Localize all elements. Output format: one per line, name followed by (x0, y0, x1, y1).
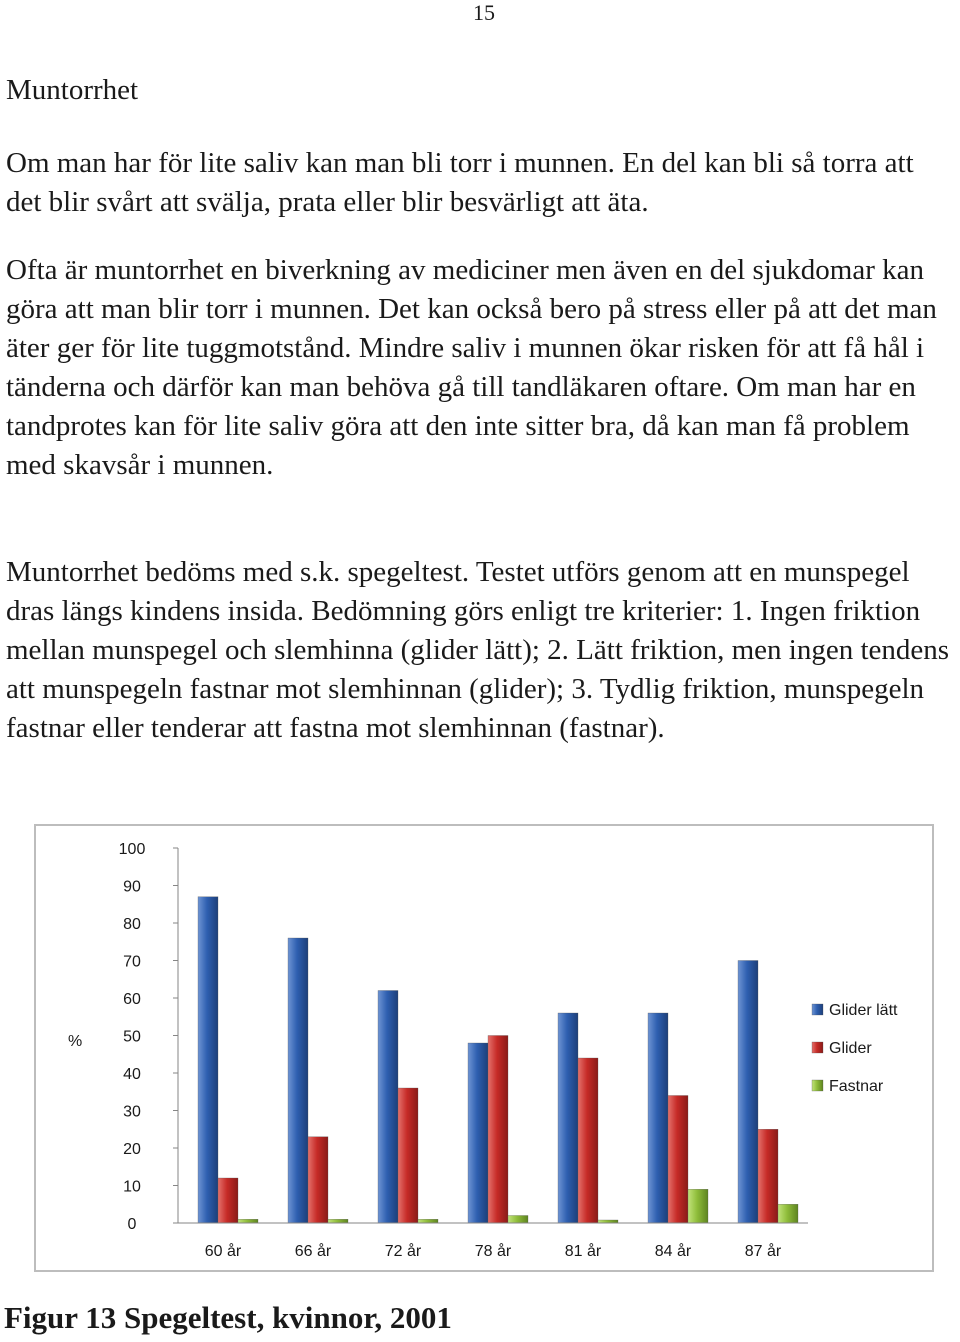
chart-canvas (36, 826, 932, 1270)
legend-label: Glider (829, 1040, 872, 1057)
bar-fastnar-3 (508, 1216, 528, 1224)
legend-swatch (812, 1004, 823, 1015)
legend-label: Glider lätt (829, 1002, 898, 1019)
legend-swatch (812, 1042, 823, 1053)
y-tick-label: 40 (123, 1066, 141, 1083)
bar-fastnar-6 (778, 1204, 798, 1223)
paragraph-3: Muntorrhet bedöms med s.k. spegeltest. Testet utförs genom att en munspegel dras längs kindens insida. Bedömning görs enligt tre kriterier: 1. Ingen friktion mellan munspegel och slemhinna (glider lätt); 2. Lätt friktion, men ingen tendens att munspegeln fastnar mot slemhinnan (glider); 3. Tydlig friktion, munspegeln fastnar eller tenderar att fastna mot slemhinnan (fastnar). (6, 556, 950, 744)
figure-caption: Figur 13 Spegeltest, kvinnor, 2001 (4, 1300, 452, 1335)
y-tick-label: 30 (123, 1103, 141, 1121)
bar-glider-5 (668, 1096, 688, 1224)
y-tick-label: 60 (123, 991, 141, 1008)
x-tick-label: 87 år (744, 1243, 782, 1260)
bar-fastnar-5 (688, 1189, 708, 1223)
legend-swatch (812, 1080, 823, 1091)
bar-glider-lätt-3 (468, 1043, 488, 1223)
bar-glider-lätt-0 (198, 897, 218, 1223)
bar-glider-lätt-5 (648, 1013, 668, 1223)
x-tick-label: 84 år (654, 1243, 692, 1260)
bar-glider-lätt-2 (378, 991, 398, 1224)
x-tick-label: 81 år (564, 1243, 602, 1260)
bar-glider-lätt-1 (288, 938, 308, 1223)
bar-glider-lätt-4 (558, 1013, 578, 1223)
y-tick-label: 100 (118, 841, 146, 858)
bar-glider-lätt-6 (738, 961, 758, 1224)
y-tick-label: 20 (123, 1141, 141, 1158)
bar-glider-6 (758, 1129, 778, 1223)
x-tick-label: 66 år (294, 1243, 332, 1260)
y-tick-label: 80 (123, 916, 141, 933)
bar-glider-2 (398, 1088, 418, 1223)
x-tick-label: 72 år (384, 1243, 422, 1260)
x-tick-label: 60 år (204, 1243, 242, 1260)
paragraph-2: Ofta är muntorrhet en biverkning av mediciner men även en del sjukdomar kan göra att man blir torr i munnen. Det kan också bero på stress eller på att det man äter ger för lite tuggmotstånd. Mindre saliv i munnen ökar risken för att få hål i tänderna och därför kan man behöva gå till tandläkaren oftare. Om man har en tandprotes kan för lite saliv göra att den inte sitter bra, då kan man få problem med skavsår i munnen. (6, 254, 937, 481)
x-tick-label: 78 år (474, 1243, 512, 1260)
page-number: 15 (473, 0, 495, 25)
legend-label: Fastnar (829, 1078, 884, 1095)
bar-glider-0 (218, 1178, 238, 1223)
section-heading: Muntorrhet (6, 74, 139, 106)
bar-glider-1 (308, 1137, 328, 1223)
bar-chart (34, 824, 934, 1272)
y-axis-label: % (68, 1033, 83, 1050)
y-tick-label: 90 (123, 878, 141, 896)
bar-glider-3 (488, 1036, 508, 1224)
bar-fastnar-2 (418, 1219, 438, 1223)
bar-fastnar-0 (238, 1219, 258, 1223)
paragraph-1: Om man har för lite saliv kan man bli torr i munnen. En del kan bli så torra att det blir svårt att svälja, prata eller blir besvärligt att äta. (6, 147, 914, 218)
y-tick-label: 0 (127, 1216, 137, 1233)
y-tick-label: 70 (123, 953, 141, 971)
y-tick-label: 50 (123, 1028, 141, 1046)
bar-glider-4 (578, 1058, 598, 1223)
y-tick-label: 10 (123, 1178, 141, 1196)
bar-fastnar-1 (328, 1219, 348, 1223)
